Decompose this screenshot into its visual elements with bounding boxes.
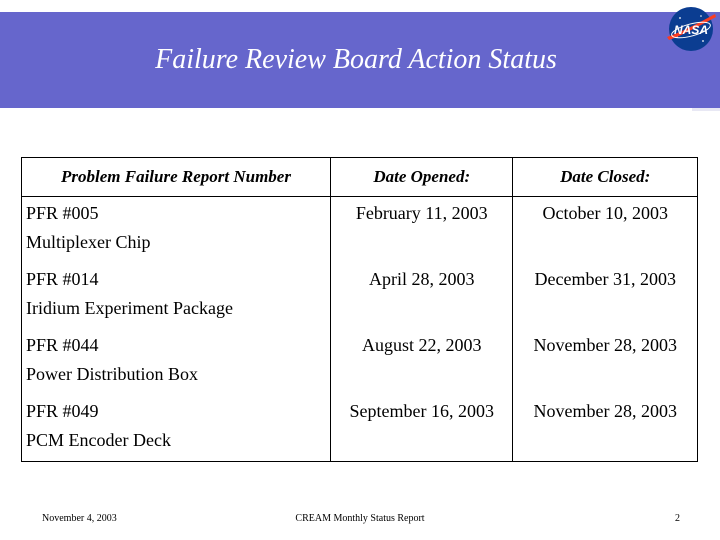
page-title: Failure Review Board Action Status (155, 44, 557, 75)
footer-page-number: 2 (675, 513, 680, 524)
table-row (22, 329, 698, 395)
date-closed: November 28, 2003 (513, 395, 698, 462)
report-number: PFR #044 (26, 335, 99, 355)
date-opened: August 22, 2003 (330, 329, 513, 395)
date-closed: November 28, 2003 (513, 329, 698, 395)
header-date-opened: Date Opened: (330, 158, 513, 197)
date-opened: February 11, 2003 (330, 197, 513, 264)
report-item: Iridium Experiment Package (26, 298, 233, 318)
date-closed: December 31, 2003 (513, 263, 698, 329)
report-number: PFR #014 (26, 269, 99, 289)
report-item: PCM Encoder Deck (26, 430, 171, 450)
report-item: Multiplexer Chip (26, 232, 151, 252)
table-row (22, 197, 698, 264)
report-cell (22, 263, 331, 329)
footer-title: CREAM Monthly Status Report (295, 513, 425, 524)
nasa-logo-icon (663, 4, 719, 54)
footer-date: November 4, 2003 (42, 513, 117, 524)
report-cell (22, 197, 331, 264)
report-number: PFR #005 (26, 203, 99, 223)
table-header-row (22, 158, 698, 197)
date-opened: September 16, 2003 (330, 395, 513, 462)
table-row (22, 263, 698, 329)
date-opened: April 28, 2003 (330, 263, 513, 329)
report-cell (22, 329, 331, 395)
header-report-number: Problem Failure Report Number (22, 158, 331, 197)
status-table (21, 157, 698, 462)
logo-text: NASA (673, 23, 709, 37)
report-cell (22, 395, 331, 462)
header-date-closed: Date Closed: (513, 158, 698, 197)
table-row (22, 395, 698, 462)
date-closed: October 10, 2003 (513, 197, 698, 264)
report-item: Power Distribution Box (26, 364, 199, 384)
report-number: PFR #049 (26, 401, 99, 421)
